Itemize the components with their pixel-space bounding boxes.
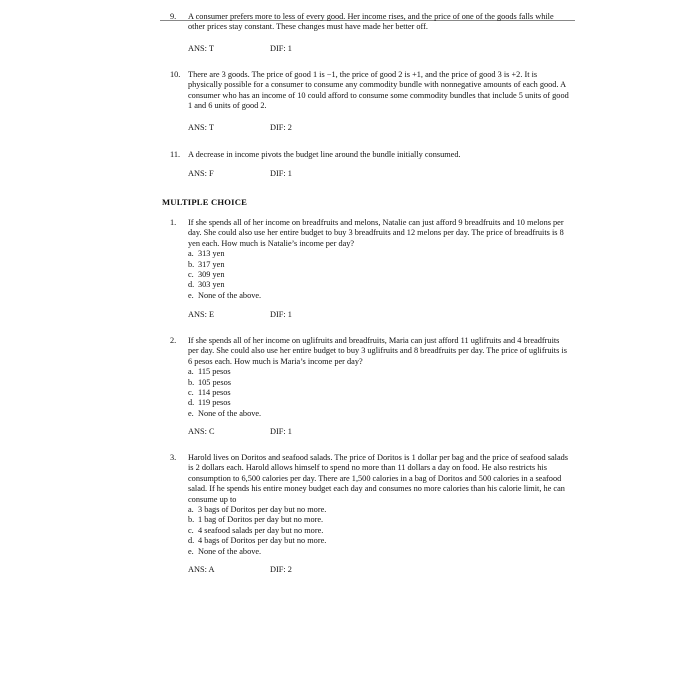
tf-question-9 xyxy=(170,12,570,53)
mc-question-3 xyxy=(170,453,570,574)
question-number: 9. xyxy=(170,12,177,21)
choice-list xyxy=(188,367,570,419)
difficulty: DIF: 2 xyxy=(270,565,292,574)
choice-a: a. 3 bags of Doritos per day but no more. xyxy=(188,505,327,515)
question-stem: If she spends all of her income on breadfruits and melons, Natalie can just afford 9 breadfruits and 10 melons per day. She could also use her entire budget to buy 3 breadfruits and 12 melons per day. The price of breadfruits is 8 yen each. How much is Natalie’s income per day? xyxy=(188,218,564,248)
choice-d: d. 119 pesos xyxy=(188,398,231,408)
answer-line xyxy=(188,44,292,54)
answer-key: ANS: A xyxy=(188,565,215,574)
difficulty: DIF: 1 xyxy=(270,44,292,53)
mc-question-1 xyxy=(170,218,570,319)
answer-line xyxy=(188,565,292,575)
question-number: 2. xyxy=(170,336,177,345)
choice-c: c. 114 pesos xyxy=(188,388,231,398)
question-stem: If she spends all of her income on uglifruits and breadfruits, Maria can just afford 11 uglifruits and 4 breadfruits per day. She could also use her entire budget to buy 3 uglifruits and 8 breadfruits per day. The price of uglifruits is 6 pesos each. How much is Maria’s income per day? xyxy=(188,336,567,366)
question-stem: A consumer prefers more to less of every good. Her income rises, and the price of one of the goods falls while other prices stay constant. These changes must have made her better off. xyxy=(188,12,554,32)
question-stem: Harold lives on Doritos and seafood salads. The price of Doritos is 1 dollar per bag and the price of seafood salads is 2 dollars each. Harold allows himself to spend no more than 11 dollars a day on food. He also restricts his consumption to 6,500 calories per day. There are 1,500 calories in a bag of Doritos and 500 calories in a seafood salad. If he spends his entire money budget each day and consumes no more calories than his calorie limit, he can consume up to xyxy=(188,453,569,504)
choice-e: e. None of the above. xyxy=(188,546,262,556)
choice-d: d. 303 yen xyxy=(188,280,225,290)
section-heading: MULTIPLE CHOICE xyxy=(162,197,248,207)
tf-question-10 xyxy=(170,70,570,132)
answer-line xyxy=(188,310,292,320)
choice-c: c. 309 yen xyxy=(188,270,225,280)
answer-key: ANS: T xyxy=(188,44,214,53)
answer-line xyxy=(188,123,292,133)
choice-list xyxy=(188,505,570,557)
answer-key: ANS: C xyxy=(188,427,215,436)
difficulty: DIF: 2 xyxy=(270,123,292,132)
mc-question-2 xyxy=(170,336,570,436)
choice-b: b. 105 pesos xyxy=(188,377,231,387)
question-stem: A decrease in income pivots the budget line around the bundle initially consumed. xyxy=(188,150,461,159)
question-number: 1. xyxy=(170,218,177,227)
choice-list xyxy=(188,249,570,301)
answer-line xyxy=(188,169,292,179)
question-number: 3. xyxy=(170,453,177,462)
choice-e: e. None of the above. xyxy=(188,290,262,300)
question-number: 11. xyxy=(170,150,181,159)
difficulty: DIF: 1 xyxy=(270,169,292,178)
answer-key: ANS: T xyxy=(188,123,214,132)
choice-e: e. None of the above. xyxy=(188,408,262,418)
difficulty: DIF: 1 xyxy=(270,427,292,436)
choice-a: a. 313 yen xyxy=(188,249,225,259)
difficulty: DIF: 1 xyxy=(270,310,292,319)
answer-key: ANS: F xyxy=(188,169,214,178)
tf-question-11 xyxy=(170,150,570,178)
answer-line xyxy=(188,427,292,437)
choice-c: c. 4 seafood salads per day but no more. xyxy=(188,525,324,535)
choice-b: b. 317 yen xyxy=(188,259,225,269)
choice-a: a. 115 pesos xyxy=(188,367,231,377)
question-stem: There are 3 goods. The price of good 1 is −1, the price of good 2 is +1, and the price of good 3 is +2. It is physically possible for a consumer to consume any commodity bundle with nonnegative amounts of each good. A consumer who has an income of 10 could afford to consume some commodity bundles that include 5 units of good 1 and 6 units of good 2. xyxy=(188,70,569,111)
answer-key: ANS: E xyxy=(188,310,215,319)
choice-b: b. 1 bag of Doritos per day but no more. xyxy=(188,515,324,525)
question-number: 10. xyxy=(170,70,181,79)
choice-d: d. 4 bags of Doritos per day but no more. xyxy=(188,536,327,546)
